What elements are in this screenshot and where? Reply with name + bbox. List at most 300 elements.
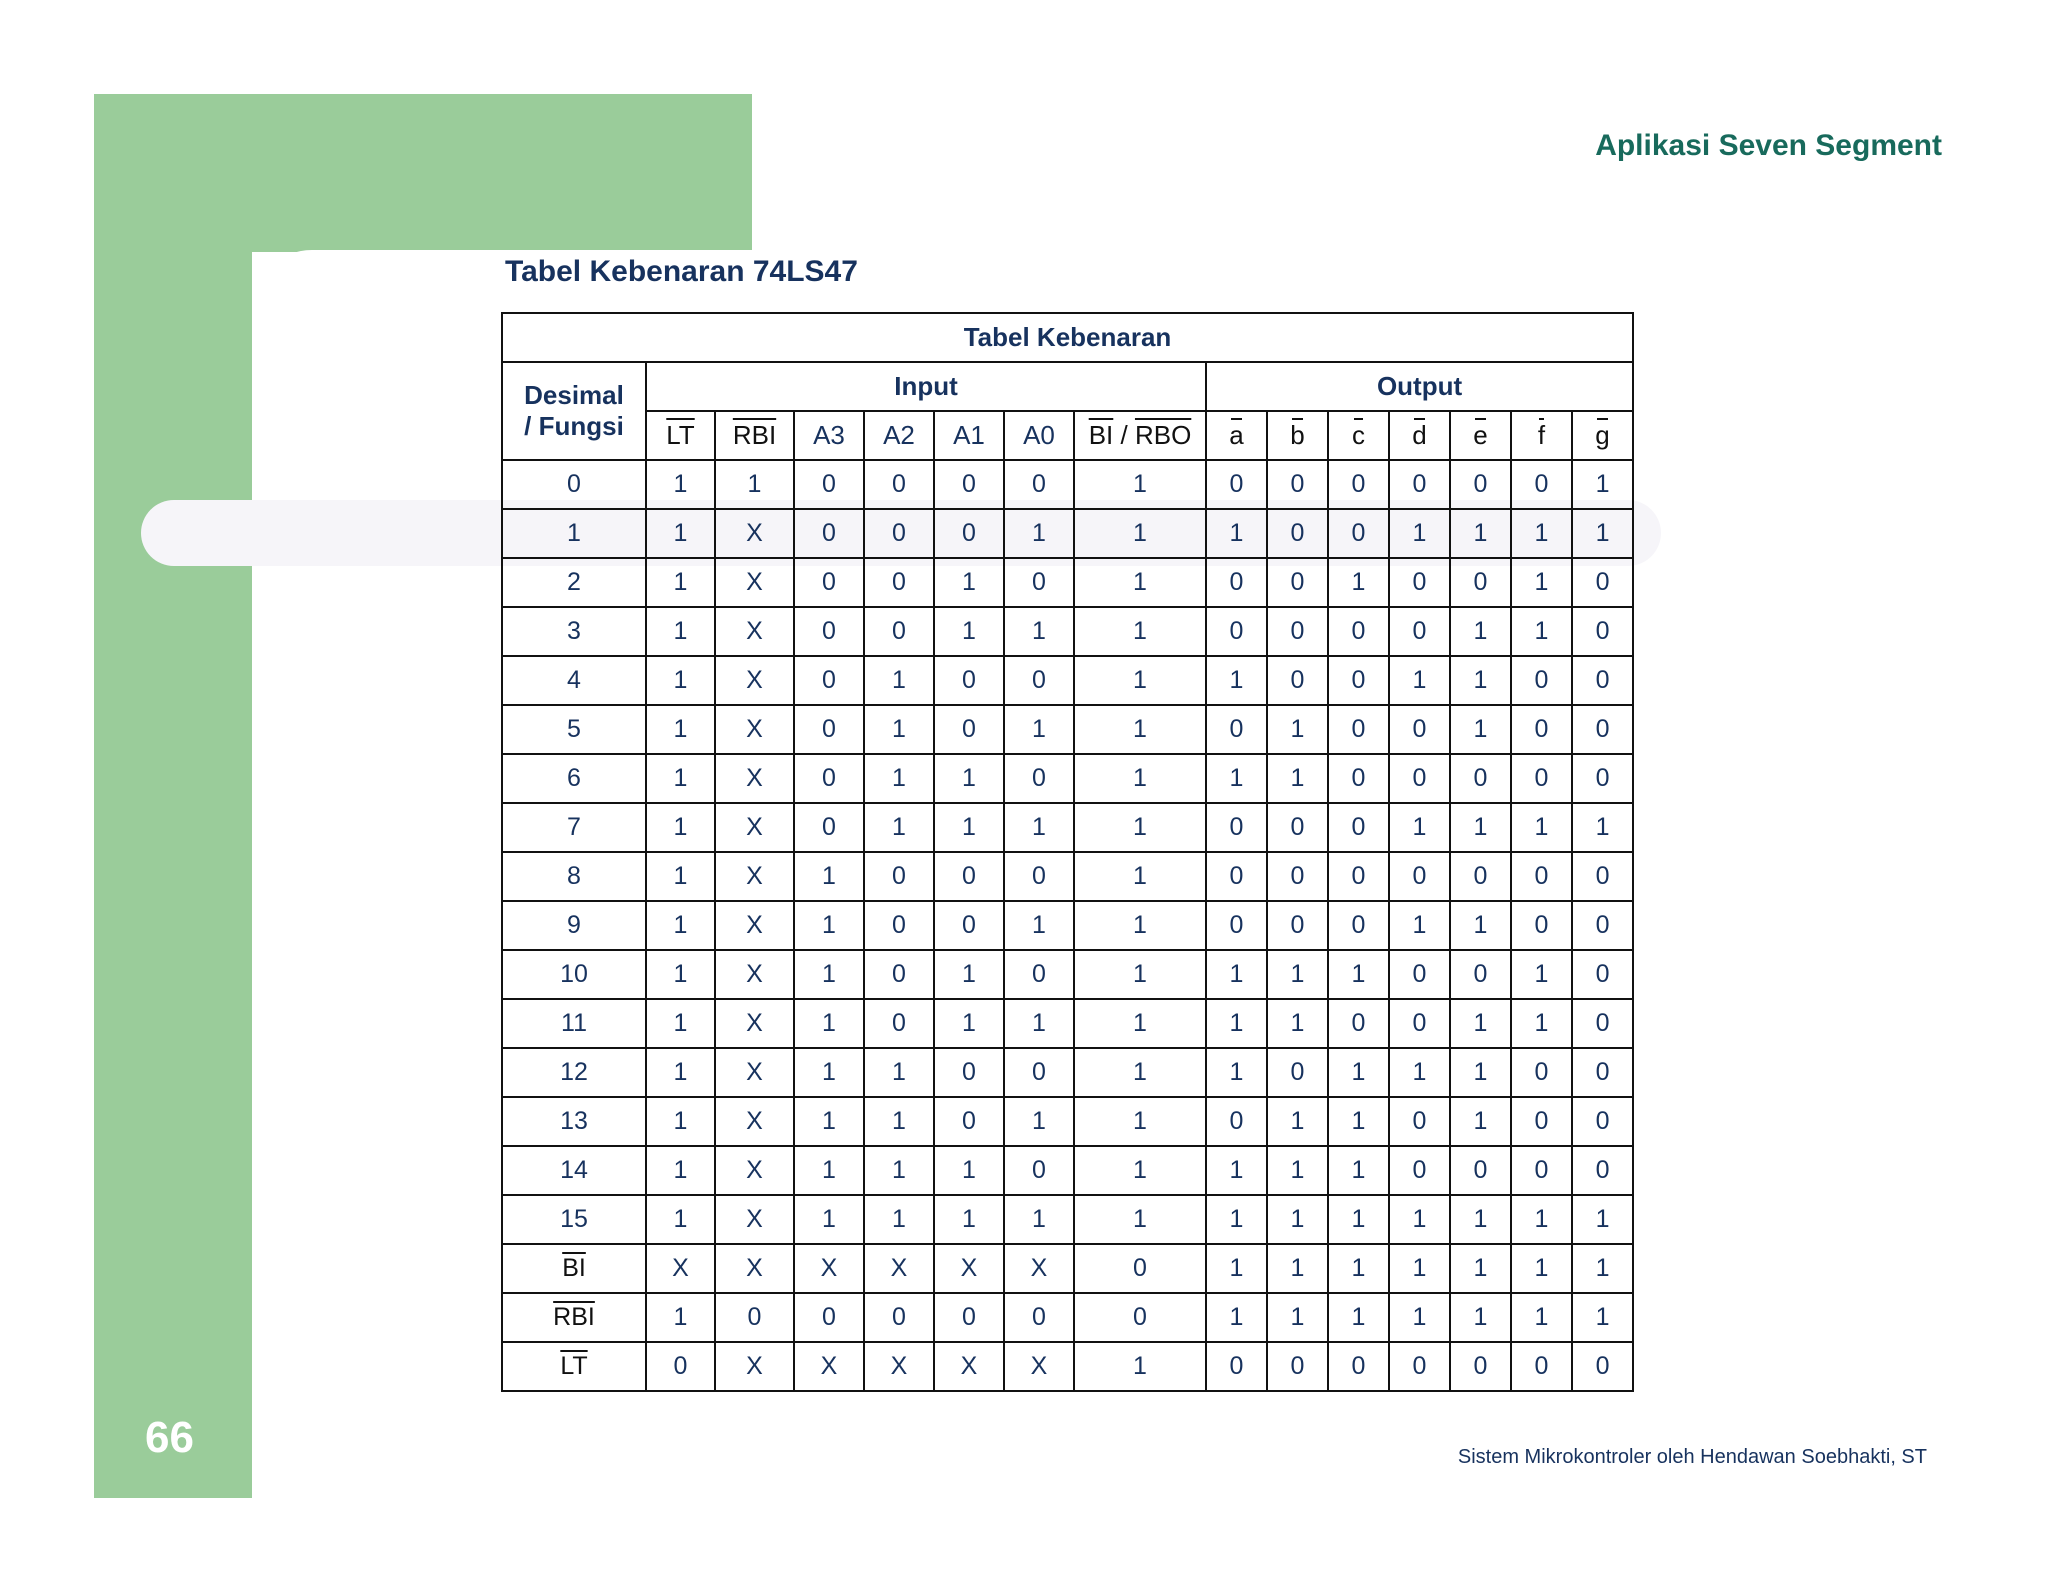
table-cell: 0 [864,509,934,558]
row-label: 6 [502,754,646,803]
table-cell: 0 [1511,460,1572,509]
table-cell: 0 [864,852,934,901]
table-cell: X [864,1342,934,1391]
table-cell: 0 [1328,999,1389,1048]
table-cell: 1 [1389,1293,1450,1342]
table-cell: 1 [1074,705,1206,754]
col-header-seg-a [1206,411,1267,460]
table-cell: X [794,1244,864,1293]
table-cell: 0 [794,803,864,852]
table-cell: 0 [1389,1146,1450,1195]
table-cell: 0 [1511,852,1572,901]
col-header-label: A2 [883,420,915,450]
table-cell: 0 [1267,607,1328,656]
table-cell: 1 [1328,1293,1389,1342]
table-cell: X [934,1244,1004,1293]
table-cell: 0 [1328,607,1389,656]
table-cell: 1 [1328,558,1389,607]
table-cell: 0 [1004,460,1074,509]
table-cell: 1 [1206,754,1267,803]
table-cell: 1 [1074,1048,1206,1097]
table-cell: 1 [1004,607,1074,656]
table-row [502,901,1633,950]
col-header-seg-d [1389,411,1450,460]
table-cell: 0 [1267,656,1328,705]
table-cell: 1 [1206,1048,1267,1097]
table-cell: 1 [1511,1293,1572,1342]
table-cell: 0 [1511,754,1572,803]
table-row [502,852,1633,901]
table-cell: 1 [1328,1048,1389,1097]
table-row [502,705,1633,754]
table-cell: 1 [1074,950,1206,999]
col-header-bi-rbo-right: $\overline{RBO}$ [1134,420,1192,450]
table-cell: 0 [1004,950,1074,999]
table-cell: 1 [1450,607,1511,656]
table-cell: 1 [1206,999,1267,1048]
table-cell: X [715,1146,794,1195]
col-header-bi-rbo-sep: / [1113,420,1135,450]
table-row [502,1097,1633,1146]
table-cell: 0 [715,1293,794,1342]
table-cell: 0 [794,1293,864,1342]
table-cell: 0 [1004,656,1074,705]
table-cell: 0 [1004,852,1074,901]
table-cell: 1 [1074,1195,1206,1244]
table-cell: 1 [1004,999,1074,1048]
table-cell: 1 [1206,1293,1267,1342]
table-cell: 1 [864,1097,934,1146]
table-cell: X [1004,1342,1074,1391]
table-cell: 0 [1572,950,1633,999]
table-cell: 1 [1328,1244,1389,1293]
table-cell: 0 [864,1293,934,1342]
table-cell: X [715,1342,794,1391]
table-cell: 0 [1206,460,1267,509]
col-header-label: g [1595,420,1610,450]
table-cell: 0 [1572,852,1633,901]
table-cell: 0 [1267,460,1328,509]
table-cell: 1 [1511,999,1572,1048]
table-cell: 1 [1511,950,1572,999]
table-cell: 1 [1511,607,1572,656]
table-cell: 1 [1389,656,1450,705]
table-cell: 1 [1572,1293,1633,1342]
table-row [502,1048,1633,1097]
table-cell: 0 [1572,1146,1633,1195]
table-cell: 1 [1389,1048,1450,1097]
table-cell: 0 [1328,803,1389,852]
row-label: 8 [502,852,646,901]
table-cell: 0 [1450,460,1511,509]
table-cell: 1 [1074,852,1206,901]
table-cell: 1 [1450,656,1511,705]
table-cell: 1 [934,803,1004,852]
table-cell: 1 [1267,1097,1328,1146]
table-cell: 0 [1511,1048,1572,1097]
table-cell: 1 [1004,803,1074,852]
truth-table [501,312,1634,1392]
table-cell: 1 [1267,999,1328,1048]
table-row [502,460,1633,509]
table-cell: 1 [646,999,715,1048]
table-row [502,607,1633,656]
table-cell: 0 [934,1048,1004,1097]
table-cell: 0 [794,607,864,656]
table-cell: 0 [1328,705,1389,754]
table-cell: 0 [1206,705,1267,754]
green-left-band [94,94,252,1498]
table-cell: 0 [1074,1244,1206,1293]
col-header-label: $\overline{LT}$ [666,420,695,450]
col-header-label: e [1473,420,1488,450]
table-cell: 0 [794,656,864,705]
table-cell: 1 [1074,1342,1206,1391]
table-cell: 0 [864,607,934,656]
table-cell: 0 [1450,558,1511,607]
table-cell: 1 [1206,656,1267,705]
table-cell: 1 [1450,1048,1511,1097]
table-cell: 0 [1328,754,1389,803]
table-cell: 1 [1267,1244,1328,1293]
desimal-header-line2: / Fungsi [524,411,624,441]
col-header-lt [646,411,715,460]
table-cell: 1 [1206,1146,1267,1195]
table-cell: 1 [1074,754,1206,803]
table-cell: 1 [794,1146,864,1195]
table-cell: 0 [1389,1342,1450,1391]
table-cell: 1 [1074,803,1206,852]
table-cell: 1 [646,558,715,607]
table-cell: 0 [934,656,1004,705]
table-cell: 1 [934,558,1004,607]
table-cell: 1 [794,1195,864,1244]
table-cell: 0 [794,705,864,754]
table-cell: 1 [1450,1195,1511,1244]
table-cell: 0 [1004,558,1074,607]
table-row [502,558,1633,607]
col-header-bi-rbo [1074,411,1206,460]
table-cell: 1 [1511,803,1572,852]
row-label: 7 [502,803,646,852]
table-cell: 1 [1511,1195,1572,1244]
row-label: 2 [502,558,646,607]
row-label: 0 [502,460,646,509]
input-header: Input [646,362,1206,411]
table-cell: X [715,1195,794,1244]
table-cell: 1 [646,803,715,852]
row-label [502,1293,646,1342]
col-header-label: A3 [813,420,845,450]
table-cell: 1 [1267,705,1328,754]
table-cell: 0 [1389,558,1450,607]
table-cell: 0 [794,509,864,558]
row-label [502,1244,646,1293]
col-header-bi-rbo-left: $\overline{BI}$ [1088,420,1114,450]
table-cell: 0 [1572,1097,1633,1146]
table-cell: 0 [864,558,934,607]
table-cell: 0 [1328,656,1389,705]
table-cell: 1 [1450,1097,1511,1146]
desimal-header-line1: Desimal [524,380,624,410]
table-cell: 1 [1328,1146,1389,1195]
row-label: 14 [502,1146,646,1195]
row-label-text: $\overline{LT}$ [560,1352,588,1380]
row-label [502,1342,646,1391]
table-cell: 1 [794,852,864,901]
table-cell: 1 [646,1293,715,1342]
table-cell: 0 [1267,509,1328,558]
table-cell: 1 [1450,705,1511,754]
table-cell: 0 [1389,999,1450,1048]
table-cell: 1 [646,950,715,999]
table-title: Tabel Kebenaran 74LS47 [505,255,858,288]
table-cell: 1 [934,754,1004,803]
table-cell: 1 [1389,803,1450,852]
table-cell: 1 [1206,1244,1267,1293]
col-header-label: f [1537,420,1546,450]
col-header-a1 [934,411,1004,460]
table-cell: X [646,1244,715,1293]
table-cell: 1 [1450,509,1511,558]
row-label: 4 [502,656,646,705]
row-label: 3 [502,607,646,656]
table-cell: 0 [1572,558,1633,607]
table-cell: 1 [1450,1244,1511,1293]
table-caption: Tabel Kebenaran [502,313,1633,362]
table-cell: 0 [934,705,1004,754]
table-cell: 1 [646,1097,715,1146]
table-cell: 0 [1267,852,1328,901]
table-cell: 1 [646,901,715,950]
table-cell: 0 [1572,607,1633,656]
table-cell: X [715,999,794,1048]
table-cell: 0 [1267,901,1328,950]
table-cell: 1 [1004,1097,1074,1146]
table-cell: X [715,558,794,607]
table-cell: 1 [715,460,794,509]
table-cell: 1 [1267,950,1328,999]
col-header-label: a [1229,420,1244,450]
table-cell: 0 [1389,852,1450,901]
table-cell: 1 [1572,803,1633,852]
table-cell: 1 [646,607,715,656]
table-cell: 0 [1450,852,1511,901]
col-header-seg-g [1572,411,1633,460]
table-cell: 0 [934,1293,1004,1342]
output-header: Output [1206,362,1633,411]
table-cell: 1 [1206,1195,1267,1244]
col-header-a0 [1004,411,1074,460]
table-cell: 0 [1267,1342,1328,1391]
row-label: 5 [502,705,646,754]
table-cell: 1 [1572,509,1633,558]
table-cell: 0 [1004,1048,1074,1097]
footer-credit: Sistem Mikrokontroler oleh Hendawan Soebhakti, ST [1457,1446,1927,1468]
table-cell: 0 [1572,705,1633,754]
row-label-text: $\overline{BI}$ [562,1254,586,1282]
row-label: 10 [502,950,646,999]
table-row [502,656,1633,705]
table-cell: 0 [1004,1293,1074,1342]
table-cell: 0 [1511,901,1572,950]
table-cell: 1 [794,950,864,999]
table-cell: 1 [934,1146,1004,1195]
table-cell: 1 [794,1048,864,1097]
table-cell: 1 [1074,656,1206,705]
table-cell: 0 [934,901,1004,950]
table-cell: 1 [646,1048,715,1097]
table-cell: 1 [1004,509,1074,558]
table-cell: 0 [934,509,1004,558]
table-cell: X [715,705,794,754]
table-cell: 1 [1328,1097,1389,1146]
table-cell: 0 [1511,656,1572,705]
table-cell: X [715,509,794,558]
table-cell: 0 [1074,1293,1206,1342]
page-number: 66 [145,1413,194,1462]
table-cell: 0 [1389,607,1450,656]
table-cell: 0 [1267,1048,1328,1097]
table-cell: 0 [934,852,1004,901]
table-cell: 1 [1267,754,1328,803]
table-cell: 1 [1511,509,1572,558]
table-cell: X [715,1097,794,1146]
table-cell: X [715,1048,794,1097]
table-row [502,999,1633,1048]
col-header-seg-b [1267,411,1328,460]
col-header-label: c [1352,420,1365,450]
table-cell: 0 [1206,901,1267,950]
col-header-a3 [794,411,864,460]
col-header-seg-f [1511,411,1572,460]
table-cell: 0 [864,950,934,999]
table-cell: 1 [646,705,715,754]
table-cell: 1 [1074,558,1206,607]
table-cell: 1 [1267,1146,1328,1195]
table-cell: 1 [1389,1244,1450,1293]
table-cell: 1 [1389,901,1450,950]
table-cell: 1 [1004,1195,1074,1244]
col-header-label: A1 [953,420,985,450]
table-cell: 1 [646,509,715,558]
row-label: 12 [502,1048,646,1097]
row-label: 1 [502,509,646,558]
col-header-seg-e [1450,411,1511,460]
table-cell: 0 [1206,803,1267,852]
table-cell: 1 [1074,999,1206,1048]
table-row [502,754,1633,803]
table-cell: 0 [934,1097,1004,1146]
table-row [502,1244,1633,1293]
table-cell: 0 [1389,754,1450,803]
table-cell: 0 [1389,705,1450,754]
table-cell: 0 [864,999,934,1048]
table-cell: 1 [1328,950,1389,999]
col-header-label: A0 [1023,420,1055,450]
table-cell: 0 [1206,1097,1267,1146]
table-cell: 1 [1074,509,1206,558]
table-cell: 0 [864,901,934,950]
table-body [502,460,1633,1391]
table-cell: X [715,852,794,901]
table-cell: 1 [934,999,1004,1048]
table-cell: 0 [1389,950,1450,999]
table-cell: 0 [1450,754,1511,803]
table-row [502,1293,1633,1342]
table-row [502,509,1633,558]
table-cell: 1 [794,1097,864,1146]
col-header-a2 [864,411,934,460]
table-cell: 1 [864,754,934,803]
row-label: 9 [502,901,646,950]
table-cell: 1 [934,1195,1004,1244]
table-cell: 1 [646,1146,715,1195]
table-cell: 1 [864,656,934,705]
table-cell: X [715,950,794,999]
table-cell: X [715,1244,794,1293]
table-cell: X [715,803,794,852]
table-cell: 1 [1572,1244,1633,1293]
table-cell: 1 [794,901,864,950]
col-header-label: b [1290,420,1305,450]
table-cell: 0 [1511,1146,1572,1195]
table-cell: 1 [1074,1146,1206,1195]
table-cell: 0 [1206,852,1267,901]
table-cell: 1 [1572,1195,1633,1244]
table-cell: 0 [1450,950,1511,999]
table-cell: 0 [1328,852,1389,901]
table-cell: 0 [1572,1342,1633,1391]
table-cell: 0 [794,460,864,509]
table-cell: 0 [1572,656,1633,705]
table-cell: 1 [646,656,715,705]
table-cell: 1 [1389,509,1450,558]
table-cell: 0 [1511,1342,1572,1391]
table-cell: X [715,607,794,656]
table-cell: 0 [1328,460,1389,509]
table-cell: 0 [1511,1097,1572,1146]
row-label: 15 [502,1195,646,1244]
table-row [502,950,1633,999]
table-row [502,1146,1633,1195]
table-cell: 1 [1450,803,1511,852]
table-cell: 1 [864,1146,934,1195]
table-cell: 1 [646,1195,715,1244]
table-cell: 0 [794,558,864,607]
table-cell: 0 [794,754,864,803]
slide-title: Aplikasi Seven Segment [1595,129,1942,162]
table-cell: X [794,1342,864,1391]
table-cell: 1 [1074,901,1206,950]
row-label-text: $\overline{RBI}$ [553,1303,595,1331]
table-cell: 0 [1267,558,1328,607]
table-cell: 0 [1004,1146,1074,1195]
table-cell: 1 [1511,1244,1572,1293]
table-cell: 0 [1450,1146,1511,1195]
row-label: 11 [502,999,646,1048]
table-cell: 1 [1389,1195,1450,1244]
table-cell: 1 [1572,460,1633,509]
table-cell: 0 [1450,1342,1511,1391]
col-header-label: $\overline{RBI}$ [732,420,777,450]
table-cell: 0 [1389,1097,1450,1146]
table-cell: 0 [646,1342,715,1391]
table-cell: 0 [1206,1342,1267,1391]
col-header-label: d [1412,420,1427,450]
table-cell: 1 [1206,509,1267,558]
table-cell: 0 [1389,460,1450,509]
